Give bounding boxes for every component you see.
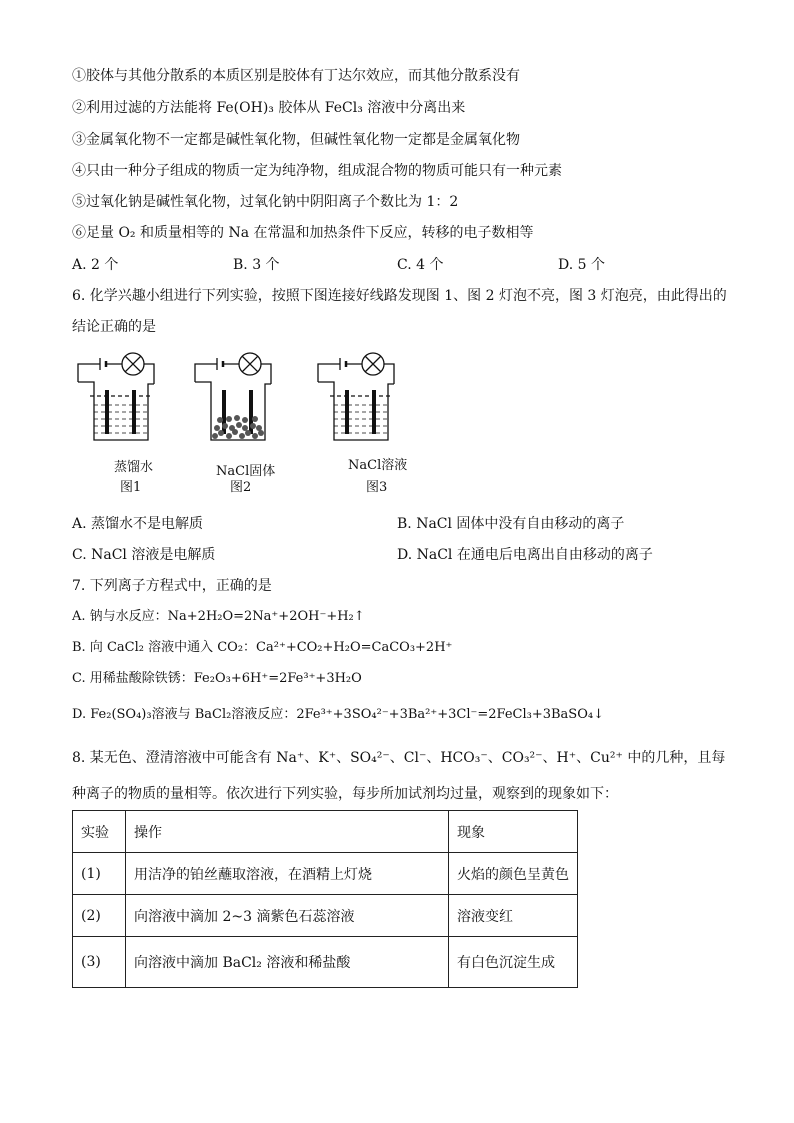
circuit-diagram [70,350,410,450]
q7-option-a: A. 钠与水反应：Na+2H₂O=2Na⁺+2OH⁻+H₂↑ [72,609,365,624]
statement-4: ④只由一种分子组成的物质一定为纯净物，组成混合物的物质可能只有一种元素 [72,163,562,179]
table-cell: 向溶液中滴加 BaCl₂ 溶液和稀盐酸 [126,937,449,988]
statement-1: ①胶体与其他分散系的本质区别是胶体有丁达尔效应，而其他分散系没有 [72,68,520,84]
table-cell: 向溶液中滴加 2~3 滴紫色石蕊溶液 [126,895,449,937]
q6-option-b: B. NaCl 固体中没有自由移动的离子 [397,516,625,532]
table-cell: 溶液变红 [449,895,578,937]
table-cell: 有白色沉淀生成 [449,937,578,988]
table-header-cell: 现象 [449,811,578,853]
q5-option-b: B. 3 个 [233,257,280,273]
q6-option-a: A. 蒸馏水不是电解质 [72,516,204,532]
q7-option-d: D. Fe₂(SO₄)₃溶液与 BaCl₂溶液反应：2Fe³⁺+3SO₄²⁻+3Ba²⁺+3Cl⁻=2FeCl₃+3BaSO₄↓ [72,707,604,722]
q5-option-a: A. 2 个 [72,257,119,273]
statement-3: ③金属氧化物不一定都是碱性氧化物，但碱性氧化物一定都是金属氧化物 [72,132,520,148]
table-cell: 火焰的颜色呈黄色 [449,853,578,895]
q6-option-d: D. NaCl 在通电后电离出自由移动的离子 [397,547,653,563]
q7-option-c: C. 用稀盐酸除铁锈：Fe₂O₃+6H⁺=2Fe³⁺+3H₂O [72,671,362,686]
q5-option-d: D. 5 个 [558,257,605,273]
figure-1-apparatus [78,353,154,440]
figure-2-label: NaCl固体 [216,464,276,479]
q6-stem-line1: 6. 化学兴趣小组进行下列实验，按照下图连接好线路发现图 1、图 2 灯泡不亮，图 3 灯泡亮，由此得出的 [72,288,727,304]
q5-option-c: C. 4 个 [397,257,444,273]
q6-option-c: C. NaCl 溶液是电解质 [72,547,216,563]
table-cell: (3) [73,937,126,988]
statement-6: ⑥足量 O₂ 和质量相等的 Na 在常温和加热条件下反应，转移的电子数相等 [72,225,534,241]
statement-5: ⑤过氧化钠是碱性氧化物，过氧化钠中阴阳离子个数比为 1：2 [72,194,459,210]
q6-stem-line2: 结论正确的是 [72,319,156,335]
statement-2: ②利用过滤的方法能将 Fe(OH)₃ 胶体从 FeCl₃ 溶液中分离出来 [72,100,466,116]
figure-1-caption: 图1 [120,480,142,495]
q8-stem-line2: 种离子的物质的量相等。依次进行下列实验，每步所加试剂均过量，观察到的现象如下： [72,786,618,802]
figure-3-apparatus [318,353,394,440]
figure-2-apparatus [195,353,271,440]
circuit-figures [70,350,410,495]
experiment-table [72,810,578,988]
table-row [73,937,578,988]
table-header-cell: 实验 [73,811,126,853]
q7-option-b: B. 向 CaCl₂ 溶液中通入 CO₂：Ca²⁺+CO₂+H₂O=CaCO₃+2H⁺ [72,640,453,655]
table-header-cell: 操作 [126,811,449,853]
figure-2-caption: 图2 [230,480,252,495]
table-cell: (1) [73,853,126,895]
q7-stem: 7. 下列离子方程式中，正确的是 [72,578,272,594]
figure-3-label: NaCl溶液 [348,458,408,473]
q8-stem-line1: 8. 某无色、澄清溶液中可能含有 Na⁺、K⁺、SO₄²⁻、Cl⁻、HCO₃⁻、CO₃²⁻、H⁺、Cu²⁺ 中的几种，且每 [72,750,726,766]
figure-3-caption: 图3 [366,480,388,495]
table-header-row [73,811,578,853]
table-cell: 用洁净的铂丝蘸取溶液，在酒精上灯烧 [126,853,449,895]
table-row [73,853,578,895]
table-row [73,895,578,937]
figure-1-label: 蒸馏水 [114,460,154,475]
table-cell: (2) [73,895,126,937]
